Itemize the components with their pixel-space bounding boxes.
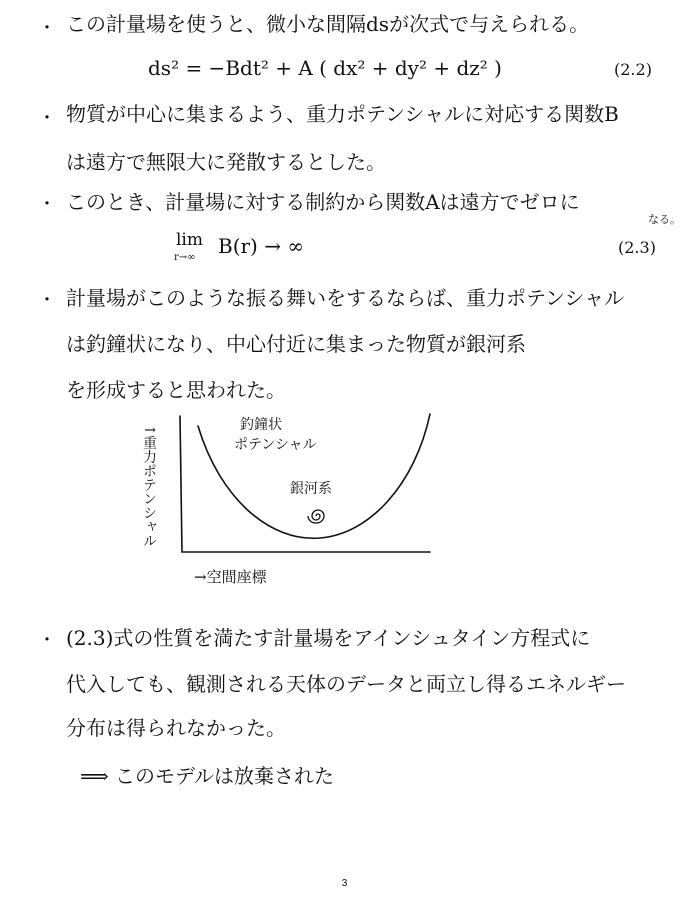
limit-operator: lim xyxy=(176,230,203,250)
x-axis-label: →空間座標 xyxy=(194,568,267,586)
paragraph-text: 計量場がこのような振る舞いをするならば、重力ポテンシャル xyxy=(66,286,625,310)
bullet-point: ・ xyxy=(38,194,56,215)
equation: B(r) → ∞ xyxy=(218,234,304,258)
y-axis-label: ↑重力ポテンシャル xyxy=(141,424,157,548)
galaxy-label: 銀河系 xyxy=(290,481,332,497)
equation: ds² = −Bdt² + A ( dx² + dy² + dz² ) xyxy=(148,56,502,80)
potential-sketch-figure xyxy=(130,404,450,594)
paragraph-text: 代入しても、観測される天体のデータと両立し得るエネルギー xyxy=(66,672,626,696)
bullet-point: ・ xyxy=(38,108,56,129)
paragraph-text: 物質が中心に集まるよう、重力ポテンシャルに対応する関数B xyxy=(66,102,619,126)
bullet-point: ・ xyxy=(38,290,56,311)
equation-number: (2.2) xyxy=(614,60,652,79)
bullet-point: ・ xyxy=(38,630,56,651)
paragraph-text: (2.3)式の性質を満たす計量場をアインシュタイン方程式に xyxy=(66,626,591,650)
paragraph-text: 分布は得られなかった。 xyxy=(66,716,286,740)
curve-label: 釣鐘状 xyxy=(240,417,282,433)
paragraph-text: なる。 xyxy=(648,213,681,226)
galaxy-spiral xyxy=(308,510,324,523)
paragraph-text: を形成すると思われた。 xyxy=(66,378,286,402)
paragraph-text: この計量場を使うと、微小な間隔dsが次式で与えられる。 xyxy=(66,12,590,36)
paragraph-text: は釣鐘状になり、中心付近に集まった物質が銀河系 xyxy=(66,332,526,356)
sketch-drawing xyxy=(130,404,450,594)
paragraph-text: は遠方で無限大に発散するとした。 xyxy=(66,150,386,174)
bullet-point: ・ xyxy=(38,18,56,39)
conclusion-text: ⟹ このモデルは放棄された xyxy=(80,764,335,788)
limit-subscript: r→∞ xyxy=(174,252,196,263)
page-number: 3 xyxy=(341,878,348,889)
paragraph-text: このとき、計量場に対する制約から関数Aは遠方でゼロに xyxy=(66,190,580,214)
equation-number: (2.3) xyxy=(618,238,656,257)
curve-label: ポテンシャル xyxy=(234,437,317,453)
